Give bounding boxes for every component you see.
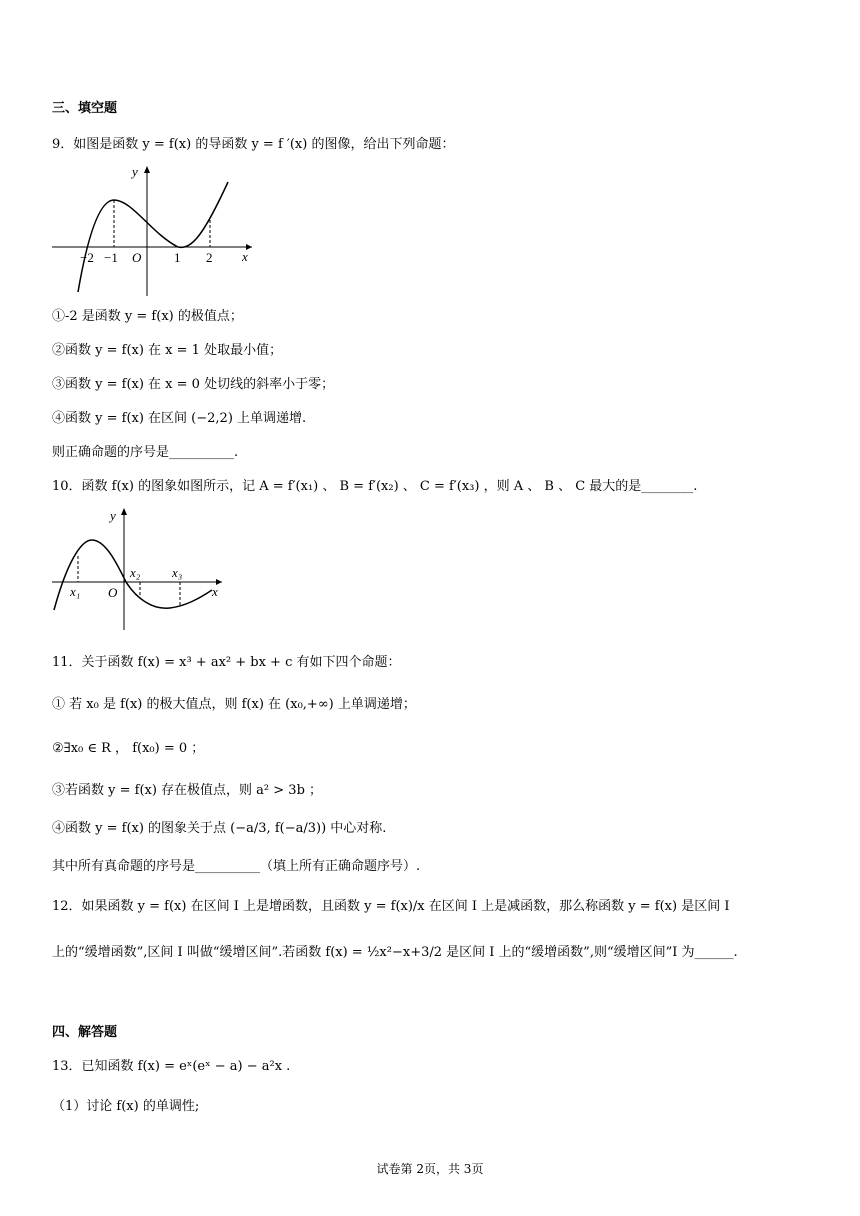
q10-label-x3: x₃ [172,565,183,580]
q11-option-2: ②∃x₀ ∈ R ， f(x₀) = 0 ； [52,741,205,756]
q9-option-3: ③函数 y = f(x) 在 x = 0 处切线的斜率小于零； [52,377,335,392]
q9-option-1: ①-2 是函数 y = f(x) 的极值点； [52,309,243,324]
q11-ask: 其中所有真命题的序号是__________（填上所有正确命题序号）. [52,859,421,874]
q13-part-1: （1）讨论 f(x) 的单调性; [52,1099,200,1114]
q10-function-graph [52,506,232,630]
q9-stem: 9．如图是函数 y = f(x) 的导函数 y = f ′(x) 的图像，给出下列命题： [52,137,455,152]
q11-option-3: ③若函数 y = f(x) 存在极值点，则 a² > 3b ； [52,783,323,798]
q12-line-1: 12．如果函数 y = f(x) 在区间 I 上是增函数，且函数 y = f(x)/x 在区间 I 上是减函数，那么称函数 y = f(x) 是区间 I [52,899,730,914]
q9-option-4: ④函数 y = f(x) 在区间 (−2,2) 上单调递增. [52,411,307,426]
q11-stem: 11．关于函数 f(x) = x³ + ax² + bx + c 有如下四个命题： [52,655,401,670]
q9-label-p2: 2 [206,250,213,265]
section-title-fill-in: 三、填空题 [52,101,118,116]
q9-derivative-graph [52,164,262,296]
q9-label-n1: −1 [104,250,118,265]
q10-stem: 10．函数 f(x) 的图象如图所示，记 A = f′(x₁) 、 B = f′(x₂) 、 C = f′(x₃) ，则 A 、 B 、 C 最大的是________. [52,479,698,494]
q9-ask: 则正确命题的序号是__________. [52,445,239,460]
q11-option-1: ① 若 x₀ 是 f(x) 的极大值点，则 f(x) 在 (x₀,+∞) 上单调递增； [52,697,416,712]
q11-option-4: ④函数 y = f(x) 的图象关于点 (−a/3, f(−a/3)) 中心对称. [52,821,387,836]
q9-label-y: y [132,164,138,179]
q10-label-x2: x₂ [130,565,141,580]
q10-label-x: x [212,584,218,599]
q10-label-o: O [108,585,118,600]
q9-label-p1: 1 [174,250,181,265]
q9-label-o: O [132,250,142,265]
q9-option-2: ②函数 y = f(x) 在 x = 1 处取最小值； [52,343,283,358]
q10-label-x1: x₁ [70,584,81,599]
q12-line-2: 上的“缓增函数”,区间 I 叫做“缓增区间”.若函数 f(x) = ½x²−x+3/2 是区间 I 上的“缓增函数”,则“缓增区间”I 为______. [52,945,738,960]
q10-label-y: y [110,508,116,523]
q9-label-x: x [242,249,248,264]
page-footer: 试卷第 2页，共 3页 [376,1162,484,1176]
q13-stem: 13．已知函数 f(x) = eˣ(eˣ − a) − a²x . [52,1059,291,1074]
section-title-answer: 四、解答题 [52,1025,118,1040]
q9-label-n2: −2 [80,250,94,265]
